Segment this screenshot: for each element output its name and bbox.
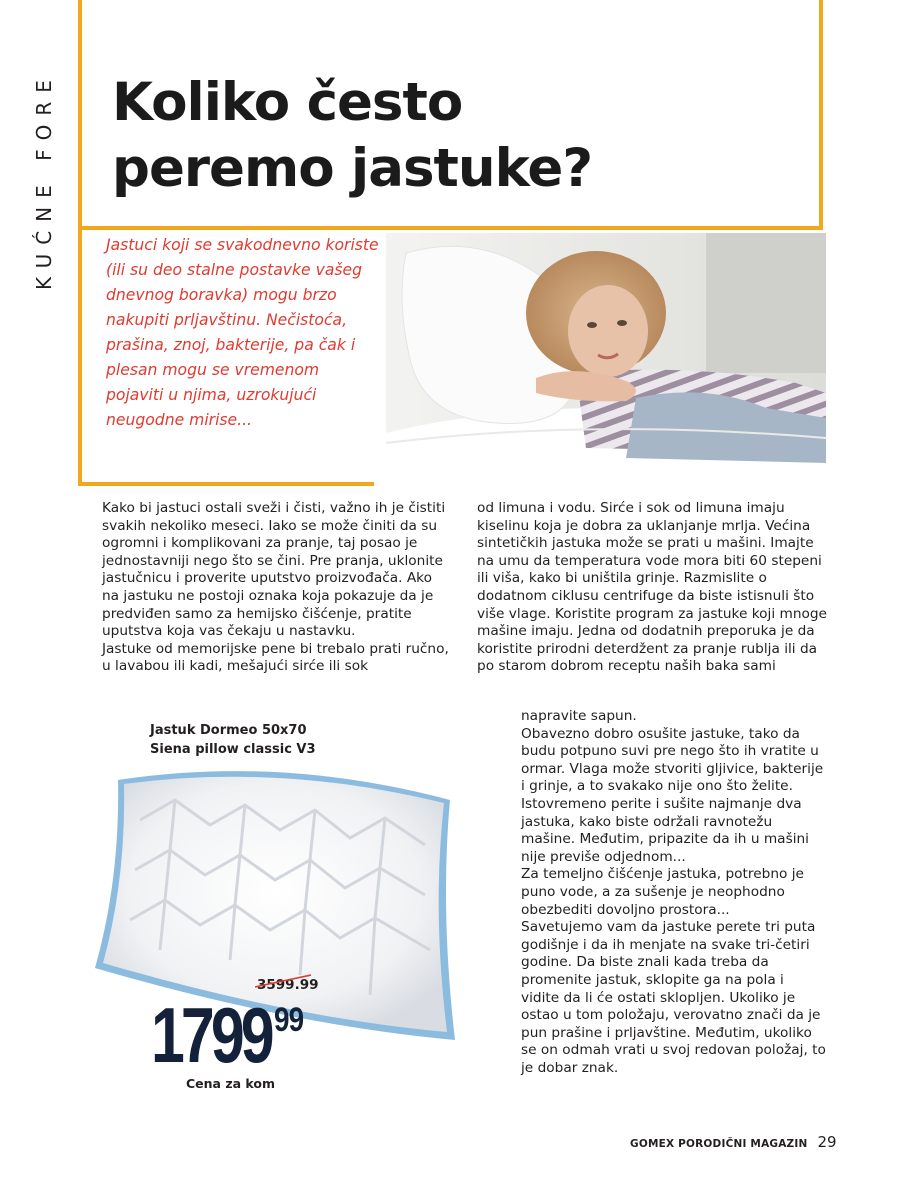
price [151,991,310,1079]
product-name-line-2: Siena pillow classic V3 [150,742,316,757]
section-label: KUĆNE FORE [32,71,56,290]
body-paragraph: Kako bi jastuci ostali sveži i čisti, važno ih je čistiti svakih nekoliko meseci. Iako se može činiti da su ogromni i komplikovani za pranje, taj posao je jednostavniji nego što se čini. Pre pranja, uklonite jastučnicu i proverite uputstvo proizvođača. Ako na jastuku ne postoji oznaka koja pokazuje da je predviđen samo za hemijsko čišćenje, pratite uputstva koja vas čekaju u nastavku. [102,500,446,640]
lead-frame-bottom [78,482,374,486]
page-footer [630,1133,837,1151]
product-name-line-1: Jastuk Dormeo 50x70 [150,723,307,738]
product-name [150,721,316,759]
body-paragraph: napravite sapun. [521,708,637,724]
body-column-3 [521,708,826,1077]
price-unit: Cena za kom [186,1076,275,1091]
body-column-2 [477,500,827,676]
price-main: 1799 [151,991,271,1079]
body-column-1 [102,500,452,676]
body-paragraph: Za temeljno čišćenje jastuka, potrebno je puno vode, a za sušenje je neophodno obezbediti dovoljno prostora... [521,866,804,918]
body-paragraph: od limuna i vodu. Sirće i sok od limuna imaju kiselinu koja je dobra za uklanjanje mrlja. Većina sintetičkih jastuka može se prati u mašini. Imajte na umu da temperatura vode mora biti 60 stepeni ili viša, kako bi uništila grinje. Razmislite o dodatnom ciklusu centrifuge da biste istisnuli što više vlage. Koristite program za jastuke koji mnoge mašine imaju. Jedna od dodatnih preporuka je da koristite prirodni deterdžent za pranje rublja ili da po starom dobrom receptu naših baka sami [477,500,827,675]
title-line-1: Koliko često [112,72,463,133]
body-paragraph: Obavezno dobro osušite jastuke, tako da budu potpuno suvi pre nego što ih vratite u ormar. Vlaga može stvoriti gljivice, bakterije i grinje, a to svakako nije ono što želite. Istovremeno perite i sušite najmanje dva jastuka, kako biste održali ravnotežu mašine. Međutim, pripazite da ih u mašini nije previše odjednom... [521,725,824,865]
title-line-2: peremo jastuke? [112,138,593,199]
old-price-strike [255,974,311,988]
woman-on-pillow-photo [386,233,826,491]
lead-text: Jastuci koji se svakodnevno koriste (ili su deo stalne postavke vašeg dnevnog boravka) mogu brzo nakupiti prljavštinu. Nečistoća, prašina, znoj, bakterije, pa čak i plesan mogu se vremenom pojaviti u njima, uzrokujući neugodne mirise... [106,236,379,429]
price-cents: 99 [274,1001,304,1039]
old-price: 3599.99 [257,977,319,993]
body-paragraph: Jastuke od memorijske pene bi trebalo prati ručno, u lavabou ili kadi, mešajući sirće ili sok [102,640,449,675]
page-title [112,70,592,202]
lead-frame-left [78,230,82,486]
page-number: 29 [817,1133,837,1151]
body-paragraph: Savetujemo vam da jastuke perete tri puta godišnje i da ih menjate na svake tri-četiri godine. Da biste znali kada treba da promenite jastuk, sklopite ga na pola i vidite da li će ostati sklopljen. Ukoliko je ostao u tom položaju, verovatno znači da je pun prašine i prljavštine. Međutim, ukoliko se on odmah vrati u svoj redovan položaj, to je dobar znak. [521,919,826,1076]
magazine-name: GOMEX PORODIČNI MAGAZIN [630,1138,808,1150]
